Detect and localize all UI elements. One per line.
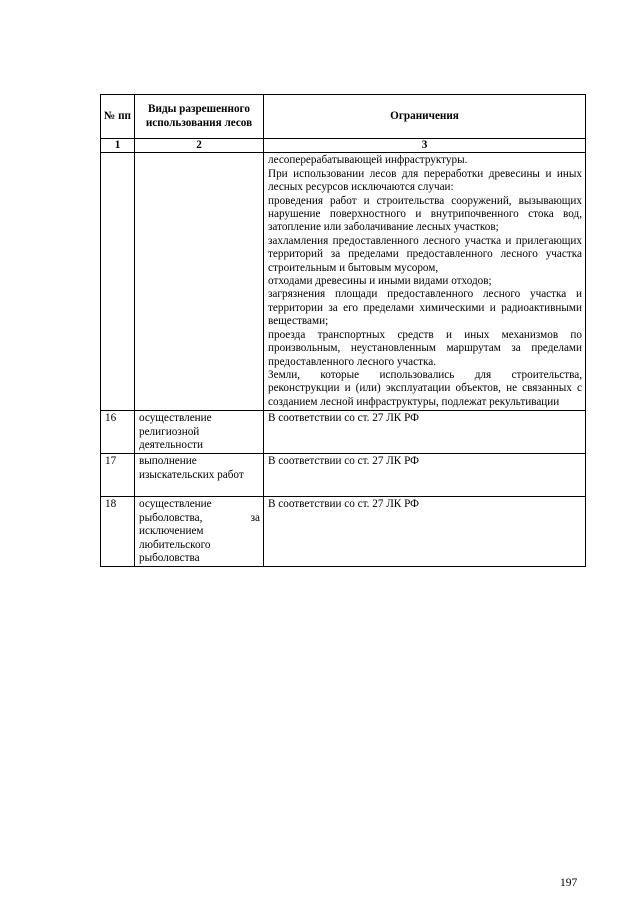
continuation-kind-cell [135, 153, 264, 411]
row-num: 18 [101, 497, 135, 567]
restriction-paragraph: захламления предоставленного лесного участка и прилегающих территорий за пределами предоставленного лесного участка строительным и бытовым мусором, [268, 234, 582, 274]
row-kind [135, 454, 264, 497]
restrictions-table [100, 94, 586, 567]
restriction-paragraph: При использовании лесов для переработки древесины и иных лесных ресурсов исключаются случаи: [268, 167, 582, 194]
row-num: 16 [101, 411, 135, 454]
continuation-restrictions-cell [264, 153, 586, 411]
column-number: 1 [101, 139, 135, 153]
row-kind-text: осуществление рыболовства, за исключением любительского рыболовства [139, 498, 260, 564]
row-kind-text: осуществление религиозной деятельности [139, 412, 212, 451]
header-row [101, 95, 586, 139]
restriction-paragraph: проведения работ и строительства сооружений, вызывающих нарушение поверхностного и внутрипочвенного стока вод, затопление или заболачивание лесных участков; [268, 194, 582, 234]
table-row-continuation [101, 153, 586, 411]
restriction-paragraph: отходами древесины и иными видами отходов; [268, 275, 492, 288]
column-number: 3 [264, 139, 586, 153]
restriction-paragraph: загрязнения площади предоставленного лесного участка и территории за его пределами химическими и радиоактивными веществами; [268, 288, 582, 328]
row-kind [135, 497, 264, 567]
row-kind [135, 411, 264, 454]
table-row [101, 454, 586, 497]
column-number: 2 [135, 139, 264, 153]
row-restriction: В соответствии со ст. 27 ЛК РФ [264, 497, 586, 567]
restriction-paragraph: Земли, которые использовались для строительства, реконструкции и (или) эксплуатации объектов, не связанных с созданием лесной инфраструктуры, подлежат рекультивации [268, 368, 582, 408]
restriction-paragraph: проезда транспортных средств и иных механизмов по произвольным, неустановленным маршрутам за пределами предоставленного лесного участка. [268, 328, 582, 368]
column-number-row [101, 139, 586, 153]
row-num: 17 [101, 454, 135, 497]
continuation-num-cell [101, 153, 135, 411]
page-number: 197 [560, 877, 578, 889]
row-restriction: В соответствии со ст. 27 ЛК РФ [264, 454, 586, 497]
header-num: № пп [101, 95, 135, 139]
row-kind-text: выполнение изыскательских работ [139, 455, 244, 481]
header-kind: Виды разрешенного использования лесов [135, 95, 264, 139]
header-restrictions: Ограничения [264, 95, 586, 139]
table-row [101, 411, 586, 454]
row-restriction: В соответствии со ст. 27 ЛК РФ [264, 411, 586, 454]
table-row [101, 497, 586, 567]
restriction-paragraph: лесоперерабатывающей инфраструктуры. [268, 154, 468, 167]
